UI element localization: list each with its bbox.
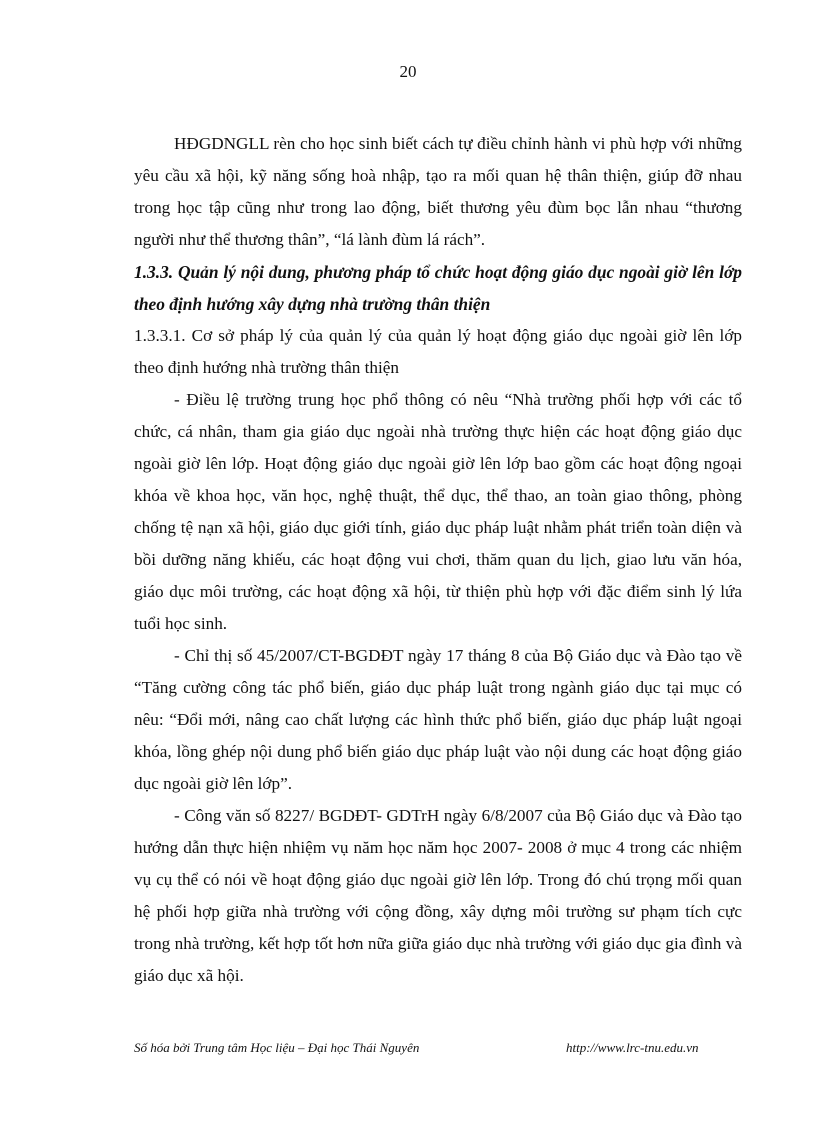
footer-source: Số hóa bởi Trung tâm Học liệu – Đại học Thái Nguyên (134, 1040, 420, 1055)
document-body (134, 128, 742, 992)
section-heading: 1.3.3. Quản lý nội dung, phương pháp tổ chức hoạt động giáo dục ngoài giờ lên lớp theo định hướng xây dựng nhà trường thân thiện (134, 262, 742, 314)
subsection-heading: 1.3.3.1. Cơ sở pháp lý của quản lý của quản lý hoạt động giáo dục ngoài giờ lên lớp theo định hướng nhà trường thân thiện (134, 326, 742, 377)
page-number: 20 (399, 62, 417, 81)
footer-url: http://www.lrc-tnu.edu.vn (566, 1040, 699, 1055)
paragraph-intro: HĐGDNGLL rèn cho học sinh biết cách tự điều chỉnh hành vi phù hợp với những yêu cầu xã hội, kỹ năng sống hoà nhập, tạo ra mối quan hệ thân thiện, giúp đỡ nhau trong học tập cũng như trong lao động, biết thương yêu đùm bọc lẫn nhau “thương người như thể thương thân”, “lá lành đùm lá rách”. (134, 134, 742, 249)
paragraph-charter: - Điều lệ trường trung học phổ thông có nêu “Nhà trường phối hợp với các tổ chức, cá nhân, tham gia giáo dục ngoài nhà trường thực hiện các hoạt động giáo dục ngoài giờ lên lớp. Hoạt động giáo dục ngoài giờ lên lớp bao gồm các hoạt động ngoại khóa về khoa học, văn học, nghệ thuật, thể dục, thể thao, an toàn giao thông, phòng chống tệ nạn xã hội, giáo dục giới tính, giáo dục pháp luật nhằm phát triển toàn diện và bồi dưỡng năng khiếu, các hoạt động vui chơi, thăm quan du lịch, giao lưu văn hóa, giáo dục môi trường, các hoạt động xã hội, từ thiện phù hợp với đặc điểm sinh lý lứa tuổi học sinh. (134, 390, 742, 633)
paragraph-official-letter: - Công văn số 8227/ BGDĐT- GDTrH ngày 6/8/2007 của Bộ Giáo dục và Đào tạo hướng dẫn thực hiện nhiệm vụ năm học năm học 2007- 2008 ở mục 4 trong các nhiệm vụ cụ thể có nói về hoạt động giáo dục ngoài giờ lên lớp. Trong đó chú trọng mối quan hệ phối hợp giữa nhà trường với cộng đồng, xây dựng môi trường sư phạm tích cực trong nhà trường, kết hợp tốt hơn nữa giữa giáo dục nhà trường với giáo dục gia đình và giáo dục xã hội. (134, 806, 742, 985)
paragraph-directive: - Chỉ thị số 45/2007/CT-BGDĐT ngày 17 tháng 8 của Bộ Giáo dục và Đào tạo về “Tăng cường công tác phổ biến, giáo dục pháp luật trong ngành giáo dục tại mục có nêu: “Đổi mới, nâng cao chất lượng các hình thức phổ biến, giáo dục pháp luật ngoại khóa, lồng ghép nội dung phổ biến giáo dục pháp luật vào nội dung các hoạt động giáo dục ngoài giờ lên lớp”. (134, 646, 742, 793)
